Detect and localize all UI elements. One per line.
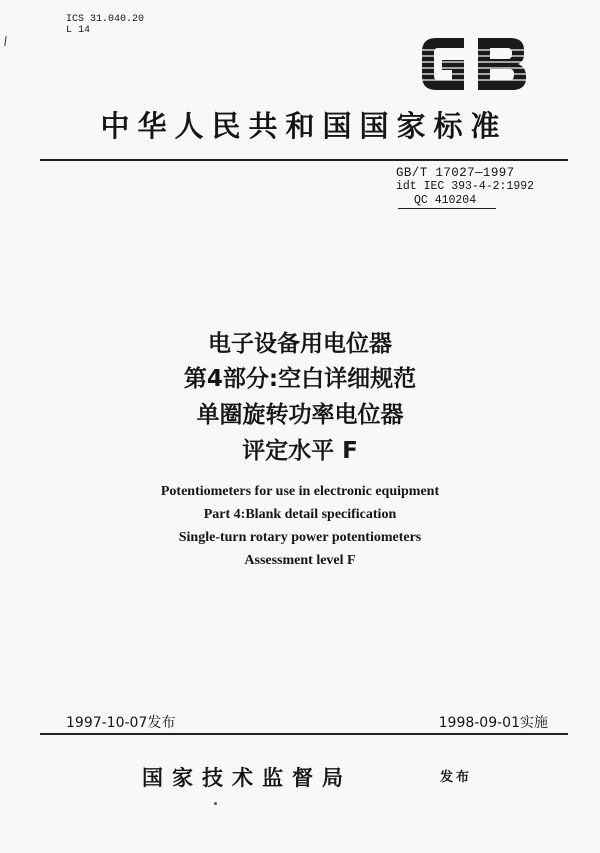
title-zh-line-1: 电子设备用电位器: [208, 331, 392, 357]
issuing-authority: 国家技术监督局: [142, 766, 352, 790]
title-zh-line-2: 第4部分:空白详细规范: [183, 366, 417, 392]
scan-dot: [214, 802, 217, 805]
qc-number: QC 410204: [414, 194, 477, 207]
standard-codes: [396, 166, 534, 208]
title-zh-line-3: 单圈旋转功率电位器: [196, 402, 404, 428]
gb-number: GB/T 17027—1997: [396, 166, 515, 180]
title-en-line-4: Assessment level F: [244, 553, 356, 568]
publish-label: 发布: [440, 770, 473, 785]
gb-logo: [418, 32, 530, 96]
title-zh-line-4: 评定水平 F: [242, 438, 358, 464]
classification-codes: [66, 14, 144, 36]
title-en-line-3: Single-turn rotary power potentiometers: [178, 530, 422, 545]
ics-code: ICS 31.040.20: [66, 14, 145, 25]
ccs-code: L 14: [66, 25, 91, 36]
margin-mark: [4, 36, 6, 46]
national-standard-heading: 中华人民共和国国家标准: [100, 109, 508, 143]
title-en-line-2: Part 4:Blank detail specification: [203, 507, 397, 522]
iec-equivalent: idt IEC 393-4-2:1992: [396, 180, 535, 193]
bottom-divider: [40, 733, 568, 735]
implementation-date: 1998-09-01实施: [438, 715, 548, 731]
issue-date: 1997-10-07发布: [66, 715, 176, 731]
top-divider: [40, 159, 568, 161]
codes-underline: [398, 208, 496, 209]
title-en-line-1: Potentiometers for use in electronic equipment: [160, 484, 440, 499]
